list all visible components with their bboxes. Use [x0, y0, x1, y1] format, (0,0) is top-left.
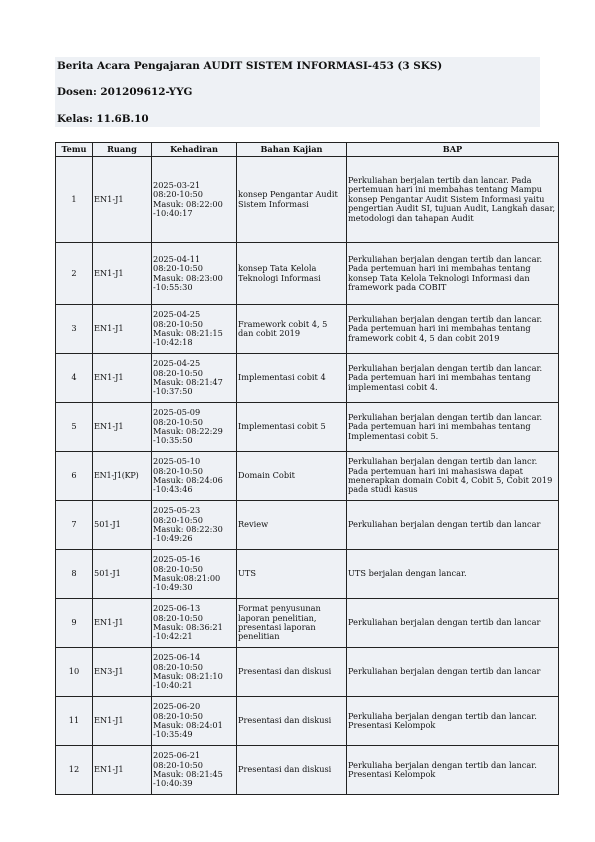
table-row: [56, 243, 559, 305]
cell-kehadiran: 2025-05-23 08:20-10:50 Masuk: 08:22:30 -10:49:26: [152, 501, 237, 550]
cell-kehadiran: 2025-05-09 08:20-10:50 Masuk: 08:22:29 -10:35:50: [152, 403, 237, 452]
document-title: Berita Acara Pengajaran AUDIT SISTEM INFORMASI-453 (3 SKS): [57, 60, 443, 72]
cell-bahan-kajian: UTS: [237, 550, 347, 599]
lecturer-label: Dosen: 201209612-YYG: [57, 86, 193, 98]
cell-temu: 1: [56, 157, 93, 243]
cell-kehadiran: 2025-05-10 08:20-10:50 Masuk: 08:24:06 -10:43:46: [152, 452, 237, 501]
table-row: [56, 403, 559, 452]
cell-bahan-kajian: Presentasi dan diskusi: [237, 648, 347, 697]
cell-kehadiran: 2025-03-21 08:20-10:50 Masuk: 08:22:00 -10:40:17: [152, 157, 237, 243]
cell-ruang: EN3-J1: [93, 648, 152, 697]
column-header-kehadiran: Kehadiran: [152, 143, 237, 157]
table-row: [56, 305, 559, 354]
cell-kehadiran: 2025-04-25 08:20-10:50 Masuk: 08:21:47 -10:37:50: [152, 354, 237, 403]
cell-bap: Perkuliahan berjalan dengan tertib dan lancar. Pada pertemuan hari ini membahas tentang framework cobit 4, 5 dan cobit 2019: [347, 305, 559, 354]
cell-ruang: 501-J1: [93, 501, 152, 550]
cell-temu: 9: [56, 599, 93, 648]
table-row: [56, 697, 559, 746]
cell-kehadiran: 2025-06-20 08:20-10:50 Masuk: 08:24:01 -10:35:49: [152, 697, 237, 746]
table-header-row: [56, 143, 559, 157]
cell-ruang: EN1-J1: [93, 599, 152, 648]
table-row: [56, 452, 559, 501]
cell-kehadiran: 2025-06-14 08:20-10:50 Masuk: 08:21:10 -10:40:21: [152, 648, 237, 697]
table-row: [56, 746, 559, 795]
column-header-temu: Temu: [56, 143, 93, 157]
cell-kehadiran: 2025-05-16 08:20-10:50 Masuk:08:21:00 -10:49:30: [152, 550, 237, 599]
cell-temu: 2: [56, 243, 93, 305]
cell-temu: 10: [56, 648, 93, 697]
table-row: [56, 648, 559, 697]
cell-ruang: EN1-J1: [93, 354, 152, 403]
cell-bahan-kajian: konsep Tata Kelola Teknologi Informasi: [237, 243, 347, 305]
cell-temu: 11: [56, 697, 93, 746]
cell-temu: 8: [56, 550, 93, 599]
cell-ruang: EN1-J1(KP): [93, 452, 152, 501]
cell-kehadiran: 2025-04-25 08:20-10:50 Masuk: 08:21:15 -10:42:18: [152, 305, 237, 354]
teaching-record-table: [55, 142, 559, 795]
cell-bahan-kajian: Review: [237, 501, 347, 550]
cell-bap: Perkuliahan berjalan dengan tertib dan lancar: [347, 648, 559, 697]
cell-bahan-kajian: Framework cobit 4, 5 dan cobit 2019: [237, 305, 347, 354]
cell-bap: Perkuliaha berjalan dengan tertib dan lancar. Presentasi Kelompok: [347, 697, 559, 746]
document-header: [55, 57, 540, 127]
cell-bahan-kajian: Implementasi cobit 4: [237, 354, 347, 403]
cell-ruang: EN1-J1: [93, 403, 152, 452]
column-header-bahan-kajian: Bahan Kajian: [237, 143, 347, 157]
cell-ruang: EN1-J1: [93, 157, 152, 243]
cell-temu: 12: [56, 746, 93, 795]
cell-bap: Perkuliahan berjalan dengan tertib dan lancar. Pada pertemuan hari ini membahas tentang konsep Tata Kelola Teknologi Informasi dan framework pada COBIT: [347, 243, 559, 305]
cell-bap: Perkuliahan berjalan dengan tertib dan lancar: [347, 501, 559, 550]
class-label: Kelas: 11.6B.10: [57, 113, 149, 125]
cell-kehadiran: 2025-06-21 08:20-10:50 Masuk: 08:21:45 -10:40:39: [152, 746, 237, 795]
table-row: [56, 599, 559, 648]
cell-ruang: EN1-J1: [93, 305, 152, 354]
cell-bap: Perkuliahan berjalan dengan tertib dan lancar. Pada pertemuan hari ini membahas tentang Implementasi cobit 5.: [347, 403, 559, 452]
column-header-ruang: Ruang: [93, 143, 152, 157]
cell-bap: Perkuliahan berjalan dengan tertib dan lancr. Pada pertemuan hari ini mahasiswa dapat menerapkan domain Cobit 4, Cobit 5, Cobit 2019 pada studi kasus: [347, 452, 559, 501]
cell-bap: UTS berjalan dengan lancar.: [347, 550, 559, 599]
table-row: [56, 501, 559, 550]
table-row: [56, 354, 559, 403]
cell-temu: 5: [56, 403, 93, 452]
cell-temu: 7: [56, 501, 93, 550]
cell-bap: Perkuliahan berjalan dengan tertib dan lancar. Pada pertemuan hari ini membahas tentang implementasi cobit 4.: [347, 354, 559, 403]
table-row: [56, 157, 559, 243]
cell-temu: 4: [56, 354, 93, 403]
table-row: [56, 550, 559, 599]
cell-temu: 3: [56, 305, 93, 354]
cell-ruang: 501-J1: [93, 550, 152, 599]
cell-bahan-kajian: konsep Pengantar Audit Sistem Informasi: [237, 157, 347, 243]
cell-bahan-kajian: Implementasi cobit 5: [237, 403, 347, 452]
cell-bahan-kajian: Domain Cobit: [237, 452, 347, 501]
column-header-bap: BAP: [347, 143, 559, 157]
cell-bahan-kajian: Format penyusunan laporan penelitian, presentasi laporan penelitian: [237, 599, 347, 648]
cell-bap: Perkuliaha berjalan dengan tertib dan lancar. Presentasi Kelompok: [347, 746, 559, 795]
cell-ruang: EN1-J1: [93, 697, 152, 746]
cell-bap: Perkuliahan berjalan dengan tertib dan lancar: [347, 599, 559, 648]
cell-temu: 6: [56, 452, 93, 501]
cell-bap: Perkuliahan berjalan tertib dan lancar. Pada pertemuan hari ini membahas tentang Mampu konsep Pengantar Audit Sistem Informasi yaitu pengertian Audit SI, tujuan Audit, Langkah dasar, metodologi dan tahapan Audit: [347, 157, 559, 243]
cell-kehadiran: 2025-06-13 08:20-10:50 Masuk: 08:36:21 -10:42:21: [152, 599, 237, 648]
cell-ruang: EN1-J1: [93, 243, 152, 305]
cell-bahan-kajian: Presentasi dan diskusi: [237, 746, 347, 795]
cell-ruang: EN1-J1: [93, 746, 152, 795]
cell-kehadiran: 2025-04-11 08:20-10:50 Masuk: 08:23:00 -10:55:30: [152, 243, 237, 305]
cell-bahan-kajian: Presentasi dan diskusi: [237, 697, 347, 746]
